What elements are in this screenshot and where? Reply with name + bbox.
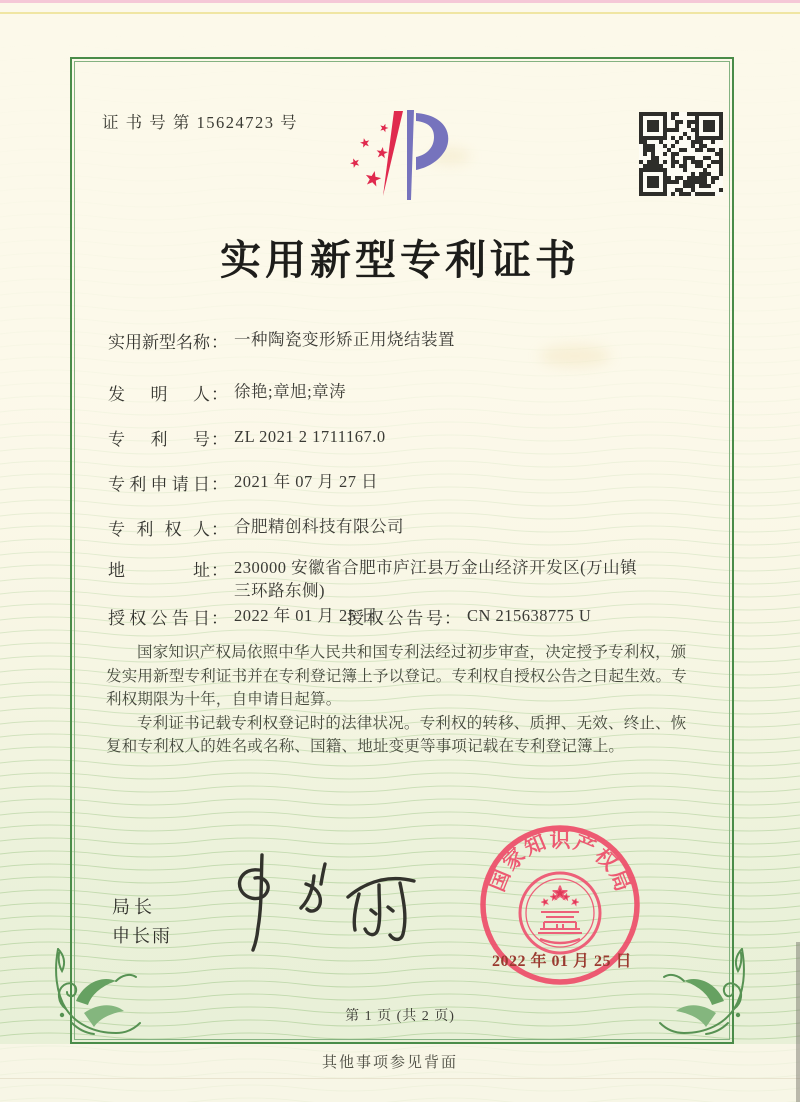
scan-artifact-top (0, 0, 800, 3)
scan-artifact-yellow (0, 12, 800, 14)
field-colon: ： (211, 430, 228, 449)
body-paragraph-1: 国家知识产权局依照中华人民共和国专利法经过初步审查，决定授予专利权，颁发实用新型专利证书并在专利登记簿上予以登记。专利权自授权公告之日起生效。专利权期限为十年，自申请日起算。 (106, 644, 687, 708)
field-colon: ： (211, 385, 228, 404)
seal-date: 2022 年 01 月 25 日 (492, 953, 633, 970)
field-row-grant-no (347, 604, 591, 629)
field-colon: ： (211, 475, 228, 494)
scan-artifact-bottom (0, 1078, 800, 1079)
svg-text:国家知识产权局 (485, 828, 636, 895)
field-row-address (108, 556, 649, 602)
field-colon: ： (211, 561, 228, 580)
field-row-grant-date (108, 604, 378, 629)
page-number: 第 1 页 (共 2 页) (345, 1009, 455, 1024)
field-row-patent-no (108, 425, 386, 450)
field-colon: ： (211, 520, 228, 539)
corner-ornament-right-icon (658, 944, 754, 1042)
field-colon: ： (211, 333, 228, 352)
field-label: 专利号 (108, 430, 210, 449)
field-value: 2022 年 01 月 25 日 (234, 606, 379, 625)
body-text (106, 641, 696, 759)
field-value: 徐艳;章旭;章涛 (234, 382, 347, 401)
field-value: CN 215638775 U (467, 606, 592, 625)
field-value: 230000 安徽省合肥市庐江县万金山经济开发区(万山镇三环路东侧) (234, 558, 638, 600)
body-paragraph-2: 专利证书记载专利权登记时的法律状况。专利权的转移、质押、无效、终止、恢复和专利权人的姓名或名称、国籍、地址变更等事项记载在专利登记簿上。 (106, 714, 687, 755)
national-emblem-icon (520, 873, 600, 953)
field-colon: ： (444, 609, 461, 628)
field-label: 专利申请日 (108, 475, 210, 494)
field-value: 2021 年 07 月 27 日 (234, 472, 379, 491)
field-row-name (108, 328, 455, 353)
field-row-filing-date (108, 470, 378, 495)
field-colon: ： (211, 609, 228, 628)
corner-ornament-left-icon (46, 944, 142, 1042)
scan-artifact-right (796, 942, 800, 1102)
field-label: 实用新型名称 (108, 333, 210, 352)
certificate-number: 证 书 号 第 15624723 号 (102, 113, 299, 132)
field-row-patentee (108, 515, 404, 540)
field-row-inventors (108, 380, 346, 405)
qr-code (639, 112, 723, 196)
field-label: 专利权人 (108, 520, 210, 539)
director-name: 申长雨 (112, 926, 172, 946)
director-title: 局长 (112, 897, 156, 917)
signature-icon (228, 850, 418, 955)
field-label: 发明人 (108, 385, 210, 404)
field-label: 授权公告号 (347, 609, 443, 628)
back-note: 其他事项参见背面 (321, 1055, 458, 1071)
seal-ring-text: 国家知识产权局 (484, 828, 636, 895)
field-value: ZL 2021 2 1711167.0 (234, 427, 386, 446)
field-value: 合肥精创科技有限公司 (234, 517, 404, 536)
cnipa-logo-icon (342, 106, 460, 204)
field-label: 地址 (108, 561, 210, 580)
certificate-title: 实用新型专利证书 (220, 237, 580, 283)
field-value: 一种陶瓷变形矫正用烧结装置 (234, 330, 455, 349)
field-label: 授权公告日 (108, 609, 210, 628)
